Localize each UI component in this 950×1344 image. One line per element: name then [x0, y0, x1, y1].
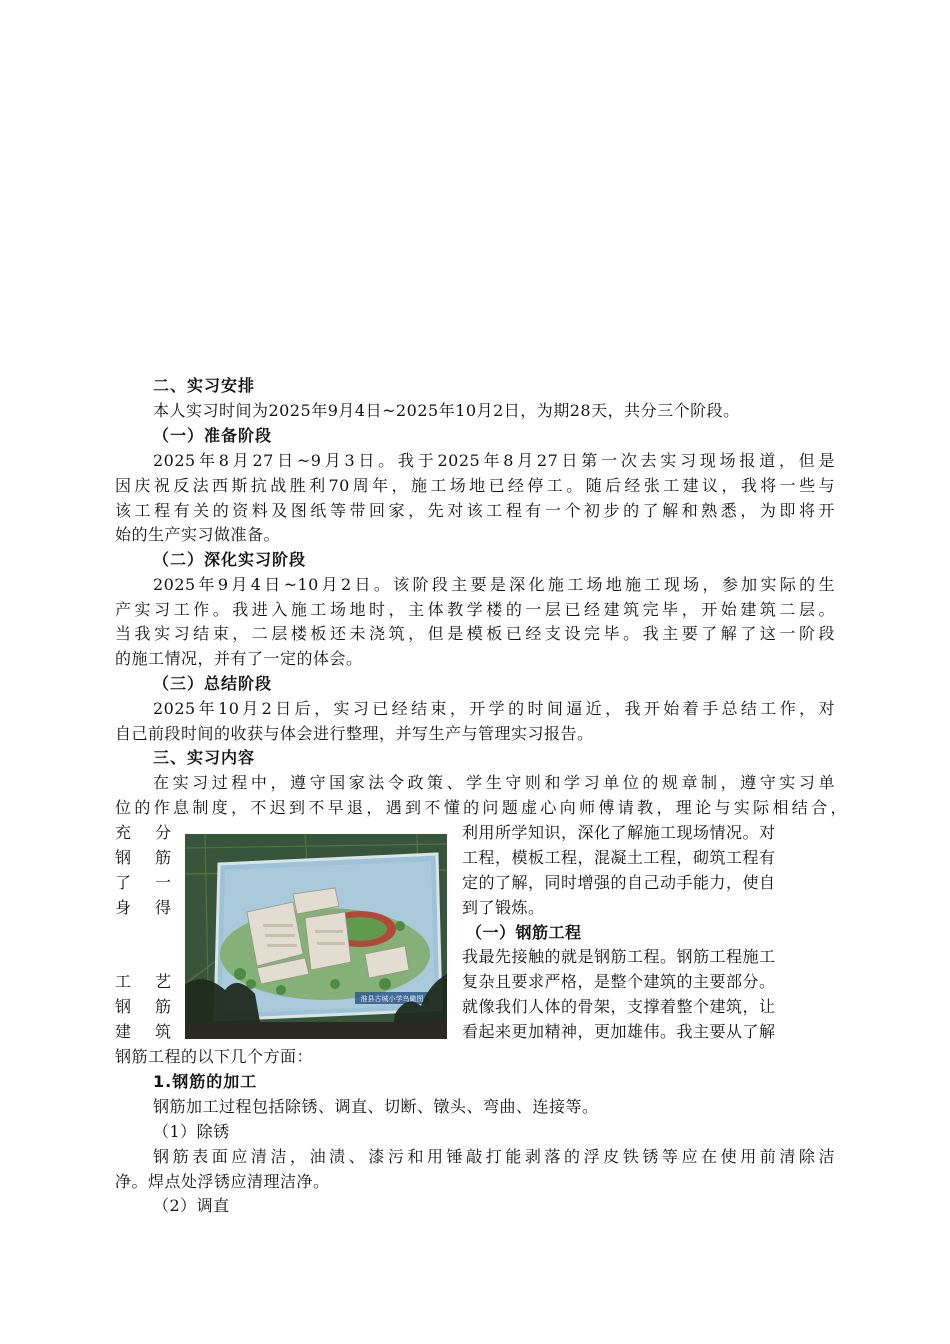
- paragraph-line: 本人实习时间为2025年9月4日~2025年10月2日，为期28天，共分三个阶段。: [153, 401, 740, 420]
- wrap-right-text: 定的了解，同时增强的自己动手能力，使自: [462, 873, 776, 892]
- paragraph-line: 因庆祝反法西斯抗战胜利70周年，施工场地已经停工。随后经张工建议，我将一些与: [115, 476, 835, 495]
- wrap-left-text: 工艺: [115, 972, 171, 991]
- paragraph-line: 钢筋工程的以下几个方面：: [115, 1047, 314, 1066]
- wrap-left-text: 充分: [115, 823, 171, 842]
- paragraph-line: 2025年10月2日后，实习已经结束，开学的时间逼近，我开始着手总结工作，对: [153, 699, 835, 718]
- paragraph-line: 始的生产实习做准备。: [115, 525, 281, 544]
- paragraph-line: 2025年8月27日~9月3日。我于2025年8月27日第一次去实习现场报道，但是: [153, 451, 835, 470]
- paragraph-line: 在实习过程中，遵守国家法令政策、学生守则和学习单位的规章制，遵守实习单: [153, 773, 835, 792]
- subheading-summary-stage: （三）总结阶段: [153, 674, 273, 693]
- subheading-rebar-processing: 1.钢筋的加工: [153, 1072, 258, 1091]
- wrap-right-text: 利用所学知识，深化了解施工现场情况。对: [462, 823, 776, 842]
- section-heading-arrangement: 二、实习安排: [153, 376, 256, 395]
- wrap-left-text: 建筑: [115, 1022, 171, 1041]
- wrap-right-text: 就像我们人体的骨架，支撑着整个建筑，让: [462, 997, 776, 1016]
- paragraph-line: 当我实习结束，二层楼板还未浇筑，但是模板已经支设完毕。我主要了解了这一阶段: [115, 624, 835, 643]
- subheading-deepening-stage: （二）深化实习阶段: [153, 550, 307, 569]
- wrap-right-text: 复杂且要求严格，是整个建筑的主要部分。: [462, 972, 776, 991]
- wrap-right-text: 到了锻炼。: [462, 898, 545, 917]
- wrap-right-text: 工程，模板工程，混凝土工程，砌筑工程有: [462, 848, 776, 867]
- paragraph-line: 产实习工作。我进入施工场地时，主体教学楼的一层已经建筑完毕，开始建筑二层。: [115, 600, 835, 619]
- paragraph-line: 净。焊点处浮锈应清理洁净。: [115, 1172, 330, 1191]
- paragraph-line: 钢筋表面应清洁，油渍、漆污和用锤敲打能剥落的浮皮铁锈等应在使用前清除洁: [153, 1147, 835, 1166]
- subheading-straighten: （2）调直: [153, 1196, 230, 1215]
- paragraph-line: 的施工情况，并有了一定的体会。: [115, 649, 363, 668]
- paragraph-line: 钢筋加工过程包括除锈、调直、切断、镦头、弯曲、连接等。: [153, 1097, 599, 1116]
- construction-site-photo: [185, 834, 447, 1039]
- billboard-caption: 淮县古城小学鸟瞰图: [360, 995, 424, 1003]
- wrap-right-text: 看起来更加精神，更加雄伟。我主要从了解: [462, 1022, 776, 1041]
- site-billboard-illustration: [185, 834, 447, 1039]
- section-heading-content: 三、实习内容: [153, 748, 256, 767]
- wrap-left-text: 钢筋: [115, 997, 171, 1016]
- subheading-derust: （1）除锈: [153, 1122, 230, 1141]
- paragraph-line: 2025年9月4日~10月2日。该阶段主要是深化施工场地施工现场，参加实际的生: [153, 575, 835, 594]
- wrap-left-text: 身得: [115, 898, 171, 917]
- paragraph-line: 位的作息制度，不迟到不早退，遇到不懂的问题虚心向师傅请教，理论与实际相结合，: [115, 798, 847, 817]
- wrap-left-text: 了一: [115, 873, 171, 892]
- paragraph-line: 该工程有关的资料及图纸等带回家，先对该工程有一个初步的了解和熟悉，为即将开: [115, 501, 835, 520]
- subheading-rebar-engineering: （一）钢筋工程: [466, 923, 582, 942]
- wrap-left-text: 钢筋: [115, 848, 171, 867]
- wrap-right-text: 我最先接触的就是钢筋工程。钢筋工程施工: [462, 947, 776, 966]
- paragraph-line: 自己前段时间的收获与体会进行整理，并写生产与管理实习报告。: [115, 724, 594, 743]
- subheading-preparation-stage: （一）准备阶段: [153, 426, 273, 445]
